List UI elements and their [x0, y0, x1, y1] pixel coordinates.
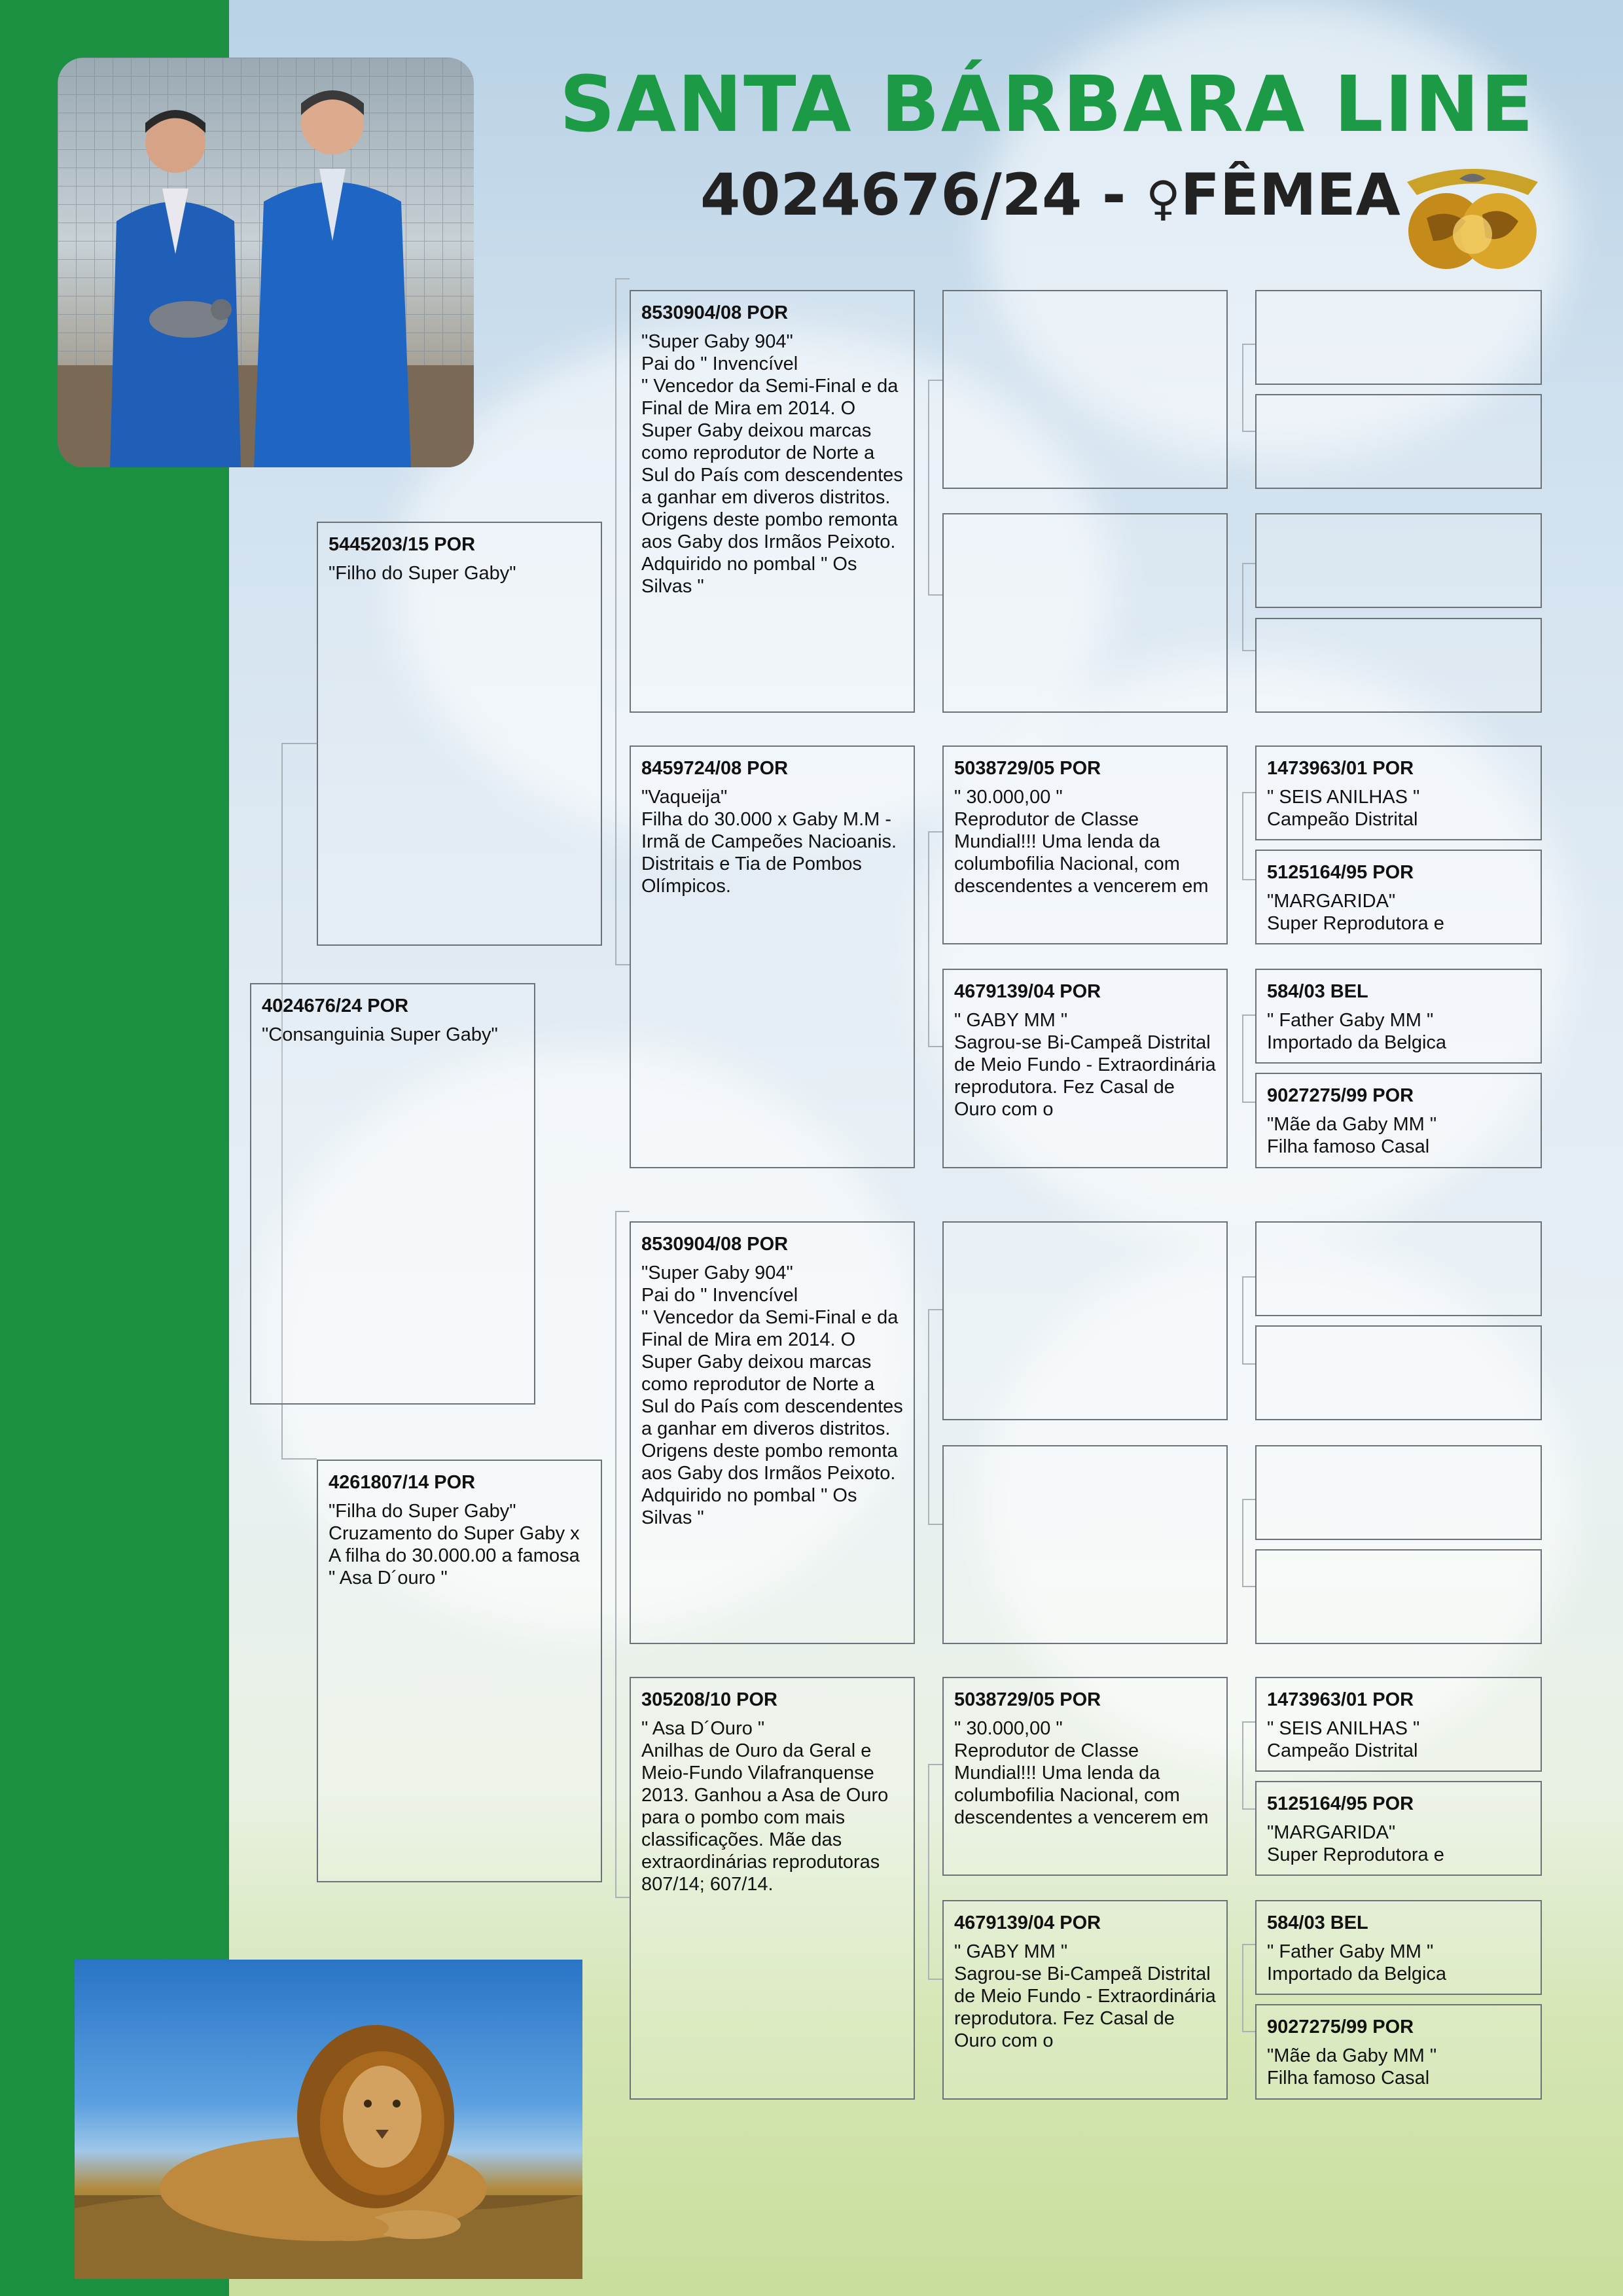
ancestor-card — [942, 969, 1228, 1168]
empty-pedigree-card — [1255, 394, 1542, 489]
ancestor-card — [1255, 1073, 1542, 1168]
empty-pedigree-card — [1255, 1325, 1542, 1420]
ring-number: 5125164/95 POR — [1267, 1793, 1414, 1814]
connector-line — [1242, 1276, 1255, 1365]
pigeon-notes: " SEIS ANILHAS " Campeão Distrital — [1267, 1718, 1420, 1761]
pigeon-notes: "Super Gaby 904" Pai do " Invencível " Vencedor da Semi-Final e da Final de Mira em 2014. O Super Gaby deixou marcas como reprodutor de Norte a Sul do País com descendentes a ganhar em diveros distritos. Origens deste pombo remonta aos Gaby dos Irmãos Peixoto. Adquirido no pombal " Os Silvas " — [641, 331, 903, 597]
ring-number: 584/03 BEL — [1267, 1912, 1368, 1933]
ring-number: 4024676/24 POR — [262, 996, 409, 1016]
ancestor-card — [1255, 2004, 1542, 2100]
pigeon-notes: " SEIS ANILHAS " Campeão Distrital — [1267, 787, 1420, 830]
ancestor-card — [1255, 1781, 1542, 1876]
ring-number: 1473963/01 POR — [1267, 758, 1414, 779]
connector-line — [1242, 1014, 1255, 1103]
subtitle — [700, 162, 1400, 228]
breeders-photo — [58, 58, 474, 467]
connector-line — [928, 1309, 942, 1525]
connector-line — [615, 1211, 630, 1898]
pigeon-notes: "Consanguinia Super Gaby" — [262, 1024, 498, 1045]
ring-number: 305208/10 POR — [641, 1689, 777, 1710]
pigeon-notes: "Mãe da Gaby MM " Filha famoso Casal — [1267, 2045, 1437, 2089]
ring-number: 5038729/05 POR — [954, 758, 1101, 779]
ring-number: 5445203/15 POR — [329, 534, 476, 555]
empty-pedigree-card — [942, 290, 1228, 489]
connector-line — [928, 831, 942, 1047]
ring-number: 8459724/08 POR — [641, 758, 789, 779]
pigeon-notes: "Vaqueija" Filha do 30.000 x Gaby M.M - Irmã de Campeões Nacioanis. Distritais e Tia de Pombos Olímpicos. — [641, 787, 897, 897]
ancestor-card — [942, 1900, 1228, 2100]
sire-dam-card — [630, 745, 915, 1168]
pigeon-notes: "Super Gaby 904" Pai do " Invencível " Vencedor da Semi-Final e da Final de Mira em 2014. O Super Gaby deixou marcas como reprodutor de Norte a Sul do País com descendentes a ganhar em diveros distritos. Origens deste pombo remonta aos Gaby dos Irmãos Peixoto. Adquirido no pombal " Os Silvas " — [641, 1263, 903, 1528]
female-icon: ♀ — [1146, 171, 1181, 226]
ring-number: 1473963/01 POR — [1267, 1689, 1414, 1710]
empty-pedigree-card — [1255, 290, 1542, 385]
lion-photo — [75, 1960, 582, 2279]
ancestor-card — [1255, 1677, 1542, 1772]
connector-line — [928, 1764, 942, 1980]
ancestor-card — [942, 745, 1228, 944]
empty-pedigree-card — [1255, 618, 1542, 713]
ring-number: 9027275/99 POR — [1267, 2017, 1414, 2037]
connector-line — [1242, 344, 1255, 432]
connector-line — [1242, 1499, 1255, 1587]
empty-pedigree-card — [942, 513, 1228, 713]
empty-pedigree-card — [1255, 1549, 1542, 1644]
subject-ring-heading: 4024676/24 - — [700, 161, 1126, 228]
empty-pedigree-card — [1255, 513, 1542, 608]
pigeon-notes: " 30.000,00 " Reprodutor de Classe Mundial!!! Uma lenda da columbofilia Nacional, com descendentes a vencerem em — [954, 1718, 1209, 1828]
globe-emblem-icon — [1394, 156, 1551, 274]
ring-number: 4261807/14 POR — [329, 1472, 476, 1493]
connector-line — [1242, 563, 1255, 651]
ancestor-card — [942, 1677, 1228, 1876]
pigeon-notes: " Father Gaby MM " Importado da Belgica — [1267, 1010, 1447, 1053]
ring-number: 4679139/04 POR — [954, 981, 1101, 1002]
sex-label: FÊMEA — [1180, 161, 1400, 228]
sire-card — [317, 522, 602, 946]
pigeon-notes: "Mãe da Gaby MM " Filha famoso Casal — [1267, 1114, 1437, 1157]
dam-dam-card — [630, 1677, 915, 2100]
page-title: SANTA BÁRBARA LINE — [560, 59, 1535, 149]
ring-number: 4679139/04 POR — [954, 1912, 1101, 1933]
connector-line — [928, 380, 942, 596]
ancestor-card — [1255, 969, 1542, 1064]
ring-number: 5125164/95 POR — [1267, 862, 1414, 883]
empty-pedigree-card — [1255, 1221, 1542, 1316]
pigeon-notes: "MARGARIDA" Super Reprodutora e — [1267, 1822, 1444, 1865]
sire-sire-card — [630, 290, 915, 713]
ring-number: 5038729/05 POR — [954, 1689, 1101, 1710]
dam-card — [317, 1460, 602, 1882]
ring-number: 8530904/08 POR — [641, 1234, 789, 1255]
empty-pedigree-card — [942, 1221, 1228, 1420]
pigeon-notes: " Asa D´Ouro " Anilhas de Ouro da Geral e Meio-Fundo Vilafranquense 2013. Ganhou a Asa de Ouro para o pombo com mais classificações. Mãe das extraordinárias reprodutoras 807/14; 607/14. — [641, 1718, 889, 1895]
pigeon-notes: " Father Gaby MM " Importado da Belgica — [1267, 1941, 1447, 1984]
pigeon-notes: "MARGARIDA" Super Reprodutora e — [1267, 891, 1444, 934]
ring-number: 9027275/99 POR — [1267, 1085, 1414, 1106]
empty-pedigree-card — [1255, 1445, 1542, 1540]
pigeon-notes: "Filho do Super Gaby" — [329, 563, 516, 584]
connector-line — [1242, 792, 1255, 880]
pigeon-notes: " GABY MM " Sagrou-se Bi-Campeã Distrital de Meio Fundo - Extraordinária reprodutora. Fez Casal de Ouro com o — [954, 1010, 1216, 1120]
ancestor-card — [1255, 1900, 1542, 1995]
ring-number: 584/03 BEL — [1267, 981, 1368, 1002]
ancestor-card — [1255, 745, 1542, 840]
connector-line — [1242, 1944, 1255, 2032]
subject-pigeon-card — [250, 983, 535, 1405]
pigeon-notes: "Filha do Super Gaby" Cruzamento do Super Gaby x A filha do 30.000.00 a famosa " Asa D´ouro " — [329, 1501, 580, 1588]
pigeon-notes: " 30.000,00 " Reprodutor de Classe Mundial!!! Uma lenda da columbofilia Nacional, com descendentes a vencerem em — [954, 787, 1209, 897]
dam-sire-card — [630, 1221, 915, 1644]
connector-line — [1242, 1721, 1255, 1810]
pigeon-notes: " GABY MM " Sagrou-se Bi-Campeã Distrital de Meio Fundo - Extraordinária reprodutora. Fez Casal de Ouro com o — [954, 1941, 1216, 2051]
ancestor-card — [1255, 850, 1542, 944]
empty-pedigree-card — [942, 1445, 1228, 1644]
connector-line — [615, 278, 630, 965]
ring-number: 8530904/08 POR — [641, 302, 789, 323]
